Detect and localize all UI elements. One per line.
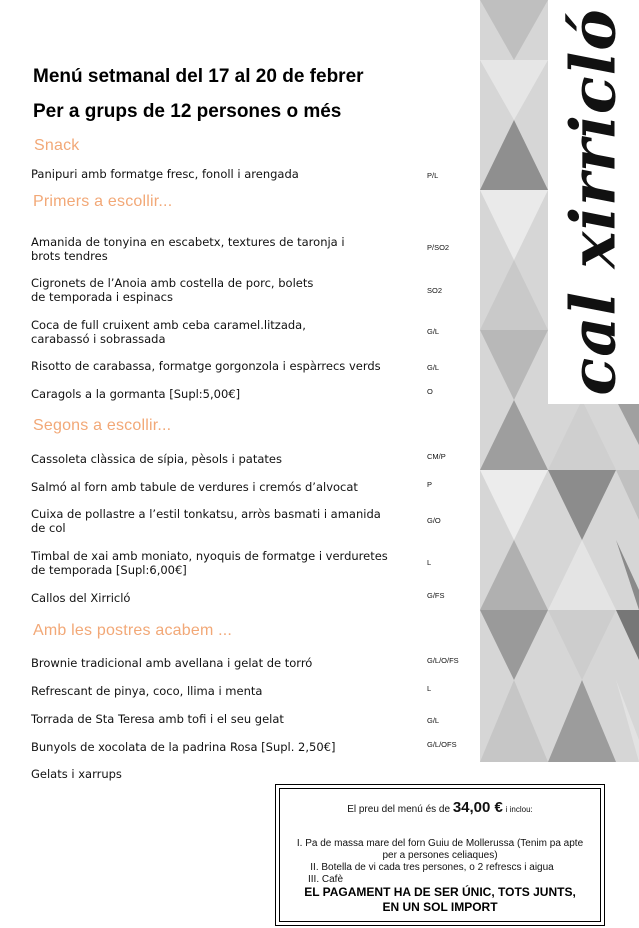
price-amount: 34,00 € <box>452 799 503 816</box>
payment-notice-line-2: EN UN SOL IMPORT <box>382 900 498 914</box>
allergen-code: CM/P <box>427 452 446 461</box>
allergen-code: P/SO2 <box>427 243 450 252</box>
menu-item: Refrescant de pinya, coco, llima i menta <box>31 684 263 698</box>
section-title-postres: Amb les postres acabem ... <box>33 622 233 639</box>
allergen-code: P <box>427 480 433 489</box>
include-line-1a: I. Pa de massa mare del forn Guiu de Mollerussa (Tenim pa apte <box>296 838 584 849</box>
menu-item: Cassoleta clàssica de sípia, pèsols i patates <box>31 452 282 466</box>
allergen-code: P/L <box>427 171 439 180</box>
menu-item: Brownie tradicional amb avellana i gelat de torró <box>31 656 313 670</box>
menu-item: Coca de full cruixent amb ceba caramel.litzada, carabassó i sobrassada <box>31 318 306 346</box>
allergen-code: SO2 <box>427 286 443 295</box>
menu-item: Amanida de tonyina en escabetx, textures de taronja i brots tendres <box>31 235 345 263</box>
include-line-2: II. Botella de vi cada tres persones, o 2 refrescs i aigua <box>310 862 554 873</box>
allergen-code: G/L/OFS <box>427 740 457 749</box>
menu-item: Bunyols de xocolata de la padrina Rosa [Supl. 2,50€] <box>31 740 336 754</box>
allergen-code: G/L <box>427 716 440 725</box>
page-title: Menú setmanal del 17 al 20 de febrer <box>33 66 364 87</box>
menu-item: Callos del Xirricló <box>31 591 131 605</box>
allergen-code: L <box>427 684 432 693</box>
section-title-snack: Snack <box>34 137 80 154</box>
allergen-code: L <box>427 558 432 567</box>
menu-item: Salmó al forn amb tabule de verdures i cremós d’alvocat <box>31 480 358 494</box>
page-subtitle: Per a grups de 12 persones o més <box>33 101 342 122</box>
allergen-code: G/L/O/FS <box>427 656 459 665</box>
section-title-segons: Segons a escollir... <box>33 417 172 434</box>
include-line-1b: per a persones celiaques) <box>382 850 498 861</box>
brand-logo: cal xirricló <box>556 8 630 396</box>
payment-notice-line-1: EL PAGAMENT HA DE SER ÚNIC, TOTS JUNTS, <box>304 885 576 899</box>
menu-item: Gelats i xarrups <box>31 767 122 781</box>
price-box <box>275 784 605 926</box>
menu-item: Risotto de carabassa, formatge gorgonzola i espàrrecs verds <box>31 359 381 373</box>
include-line-3: III. Cafè <box>308 874 344 885</box>
allergen-code: O <box>427 387 433 396</box>
allergen-code: G/L <box>427 363 440 372</box>
menu-item: Cuixa de pollastre a l’estil tonkatsu, arròs basmati i amanida de col <box>31 507 381 535</box>
menu-item: Torrada de Sta Teresa amb tofi i el seu gelat <box>31 712 284 726</box>
menu-item: Panipuri amb formatge fresc, fonoll i arengada <box>31 167 299 181</box>
menu-item: Caragols a la gormanta [Supl:5,00€] <box>31 387 241 401</box>
menu-item: Cigronets de l’Anoia amb costella de porc, bolets de temporada i espinacs <box>31 276 314 304</box>
allergen-code: G/O <box>427 516 441 525</box>
price-intro: El preu del menú és de <box>347 804 451 815</box>
allergen-code: G/FS <box>427 591 445 600</box>
menu-item: Timbal de xai amb moniato, nyoquis de formatge i verduretes de temporada [Supl:6,00€] <box>31 549 388 577</box>
price-box-inner-border <box>279 788 601 922</box>
price-includes: i inclou: <box>505 805 533 814</box>
allergen-code: G/L <box>427 327 440 336</box>
price-line <box>280 799 600 816</box>
section-title-primers: Primers a escollir... <box>33 193 173 210</box>
